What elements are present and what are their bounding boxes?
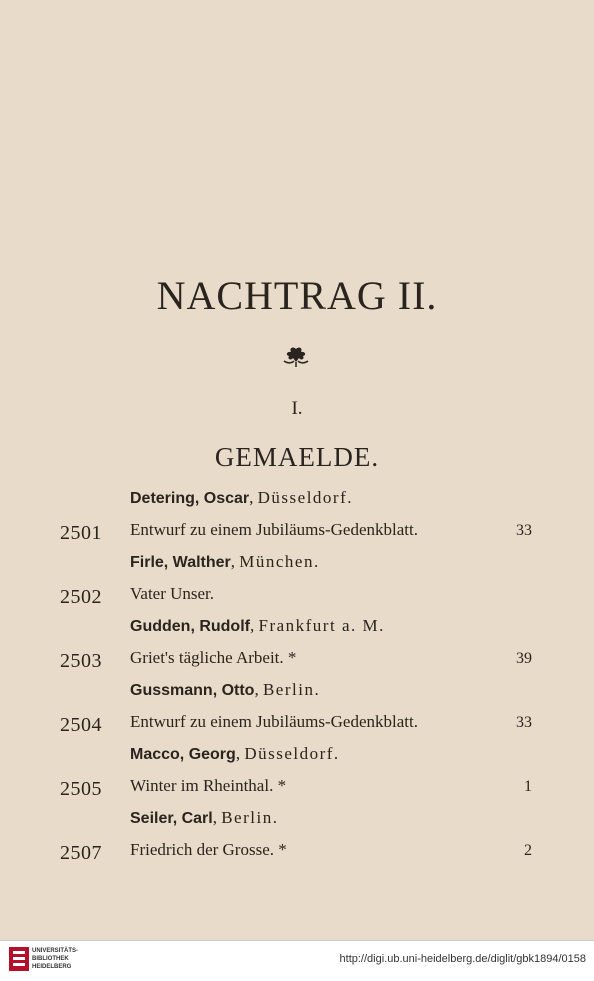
library-name-line: HEIDELBERG (32, 964, 72, 970)
artist-line: Seiler, Carl, Berlin. (130, 808, 279, 827)
catalogue-number: 2502 (60, 586, 102, 608)
work-title: Winter im Rheinthal. * (130, 776, 287, 795)
artist-line: Firle, Walther, München. (130, 552, 320, 571)
work-title: Vater Unser. (130, 584, 215, 603)
artist-city: Berlin. (262, 680, 321, 699)
floral-ornament-icon (280, 346, 312, 368)
catalogue-number: 2505 (60, 778, 102, 800)
library-name-line: UNIVERSITÄTS- (32, 948, 79, 954)
library-name-line: BIBLIOTHEK (32, 956, 69, 962)
artist-name: Gussmann, Otto (130, 682, 255, 699)
catalogue-entry (0, 744, 594, 808)
artist-city: Berlin. (221, 808, 279, 827)
artist-line: Detering, Oscar, Düsseldorf. (130, 488, 354, 507)
artist-city: Frankfurt a. M. (258, 616, 385, 635)
artist-name: Gudden, Rudolf (130, 618, 250, 635)
footer-bar (0, 940, 594, 981)
artist-city: Düsseldorf. (257, 488, 354, 507)
plate-number: 1 (524, 778, 532, 795)
page-title: NACHTRAG II. (156, 273, 438, 318)
catalogue-entry (0, 680, 594, 744)
plate-number: 2 (524, 842, 532, 859)
catalogue-number: 2507 (60, 842, 102, 864)
artist-line: Macco, Georg, Düsseldorf. (130, 744, 340, 763)
work-title: Entwurf zu einem Jubiläums-Gedenkblatt. (130, 712, 418, 731)
work-title: Griet's tägliche Arbeit. * (130, 648, 297, 667)
plate-number: 33 (516, 522, 532, 539)
library-logo-icon (8, 946, 30, 972)
catalogue-entry (0, 552, 594, 616)
artist-name: Detering, Oscar (130, 490, 250, 507)
artist-line: Gussmann, Otto, Berlin. (130, 680, 321, 699)
catalogue-entry (0, 616, 594, 680)
catalogue-entries (0, 488, 594, 872)
catalogue-entry (0, 488, 594, 552)
work-title: Entwurf zu einem Jubiläums-Gedenkblatt. (130, 520, 418, 539)
work-title: Friedrich der Grosse. * (130, 840, 287, 859)
catalogue-number: 2504 (60, 714, 102, 736)
source-url-link[interactable]: http://digi.ub.uni-heidelberg.de/diglit/gbk1894/0158 (339, 953, 586, 965)
catalogue-entry (0, 808, 594, 872)
artist-name: Seiler, Carl (130, 810, 213, 827)
section-title: GEMAELDE. (214, 442, 380, 472)
section-number: I. (291, 398, 303, 419)
artist-name: Macco, Georg (130, 746, 236, 763)
artist-city: München. (239, 552, 320, 571)
artist-name: Firle, Walther (130, 554, 231, 571)
artist-city: Düsseldorf. (244, 744, 340, 763)
plate-number: 33 (516, 714, 532, 731)
catalogue-number: 2503 (60, 650, 102, 672)
library-name (32, 947, 78, 971)
catalogue-number: 2501 (60, 522, 102, 544)
plate-number: 39 (516, 650, 532, 667)
artist-line: Gudden, Rudolf, Frankfurt a. M. (130, 616, 385, 635)
